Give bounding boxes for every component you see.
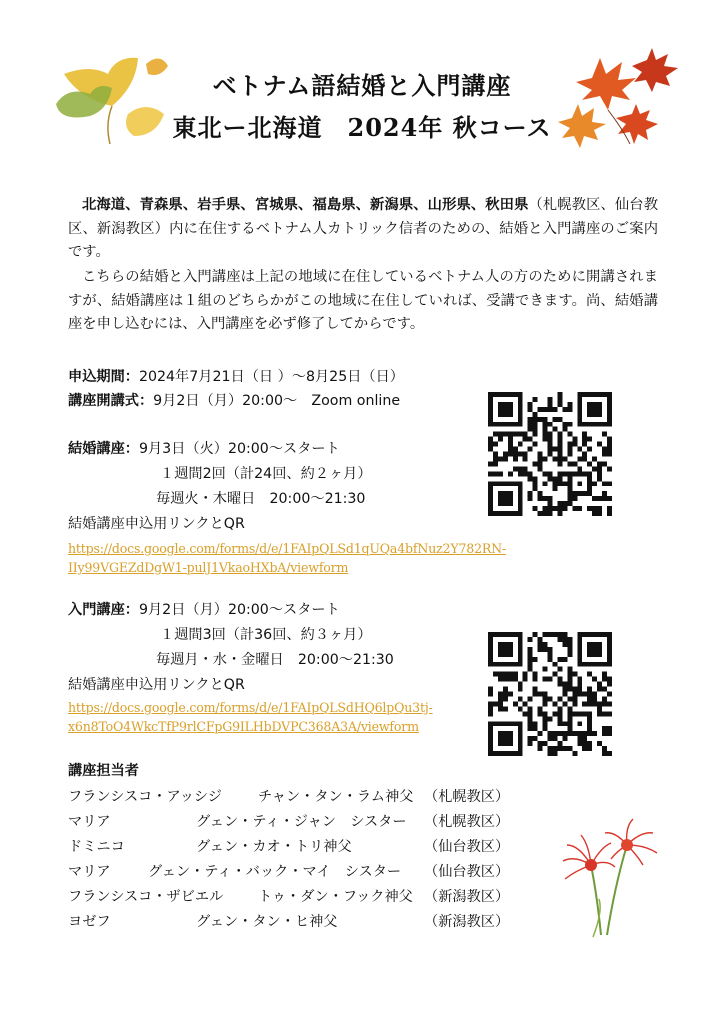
marriage-course-start	[68, 438, 340, 458]
intro-course-label: 入門講座：	[68, 602, 139, 618]
staff-name: グェン・タン・ヒ神父	[196, 914, 338, 930]
staff-heading: 講座担当者	[68, 763, 139, 779]
intro-days: 毎週月・水・金曜日 20:00～21:30	[156, 652, 394, 668]
staff-name: グェン・ティ・バック・マイ シスター	[148, 864, 402, 880]
red-spider-lily-illustration	[545, 815, 665, 940]
opening-ceremony	[68, 390, 400, 410]
intro-form-link-line2[interactable]: x6n8ToO4WkcTfP9rlCFpG9ILHbDVPC368A3A/viewform	[68, 719, 419, 734]
marriage-course-label: 結婚講座：	[68, 441, 139, 457]
marriage-qr-code[interactable]	[488, 392, 612, 516]
marriage-days: 毎週火・木曜日 20:00～21:30	[156, 491, 366, 507]
staff-diocese: （仙台教区）	[424, 839, 510, 855]
page-title-line2: 東北ー北海道 2024年 秋コース	[172, 113, 552, 142]
application-value: 2024年7月21日（日 ）～8月25日（日）	[138, 369, 404, 385]
intro-paragraph-1	[68, 194, 658, 265]
marriage-form-link-line2[interactable]: IIy99VGEZdDgW1-pulJ1VkaoHXbA/viewform	[68, 560, 349, 575]
intro-text-1: （札幌教区、仙台教区、新潟教区）内に在住するベトナム人カトリック信者のための、結婚と入門講座のご案内です。	[68, 197, 659, 260]
region-list: 北海道、青森県、岩手県、宮城県、福島県、新潟県、山形県、秋田県	[82, 197, 529, 213]
staff-diocese: （新潟教区）	[424, 914, 510, 930]
staff-baptismal-name: フランシスコ・アッシジ	[68, 789, 222, 805]
staff-baptismal-name: マリア	[68, 814, 111, 830]
intro-form-link-line1[interactable]: https://docs.google.com/forms/d/e/1FAIpQLSdHQ6lpQu3tj-	[68, 700, 433, 715]
staff-diocese: （新潟教区）	[424, 889, 510, 905]
intro-link-label: 結婚講座申込用リンクとQR	[68, 677, 245, 693]
staff-baptismal-name: フランシスコ・ザビエル	[68, 889, 224, 905]
staff-name: グェン・カオ・トリ神父	[196, 839, 352, 855]
staff-diocese: （札幌教区）	[424, 789, 510, 805]
page-title-line1: ベトナム語結婚と入門講座	[212, 71, 512, 100]
intro-frequency: １週間3回（計36回、約３ヶ月）	[160, 627, 372, 643]
staff-diocese: （仙台教区）	[424, 864, 510, 880]
marriage-frequency: １週間2回（計24回、約２ヶ月）	[160, 466, 372, 482]
marriage-link-label: 結婚講座申込用リンクとQR	[68, 516, 245, 532]
application-label: 申込期間：	[68, 369, 139, 385]
staff-baptismal-name: マリア	[68, 864, 111, 880]
marriage-form-link-line1[interactable]: https://docs.google.com/forms/d/e/1FAIpQLSd1qUQa4bfNuz2Y782RN-	[68, 541, 507, 556]
intro-qr-code[interactable]	[488, 632, 612, 756]
application-period	[68, 366, 404, 386]
staff-baptismal-name: ドミニコ	[68, 839, 125, 855]
marriage-start-value: 9月3日（火）20:00～スタート	[138, 441, 340, 457]
intro-text-2: こちらの結婚と入門講座は上記の地域に在住しているベトナム人の方のために開講されますが、結婚講座は１組のどちらかがこの地域に在住していれば、受講できます。尚、結婚講座を申し込むには、入門講座を必ず修了してからです。	[68, 269, 658, 332]
staff-diocese: （札幌教区）	[424, 814, 510, 830]
opening-label: 講座開講式：	[68, 393, 154, 409]
staff-name: チャン・タン・ラム神父	[258, 789, 414, 805]
intro-paragraph-2	[68, 266, 658, 337]
opening-value: 9月2日（月）20:00～ Zoom online	[153, 393, 401, 409]
intro-start-value: 9月2日（月）20:00～スタート	[138, 602, 340, 618]
staff-name: トゥ・ダン・フック神父	[258, 889, 413, 905]
staff-baptismal-name: ヨゼフ	[68, 914, 111, 930]
intro-course-start	[68, 599, 340, 619]
staff-name: グェン・ティ・ジャン シスター	[196, 814, 407, 830]
